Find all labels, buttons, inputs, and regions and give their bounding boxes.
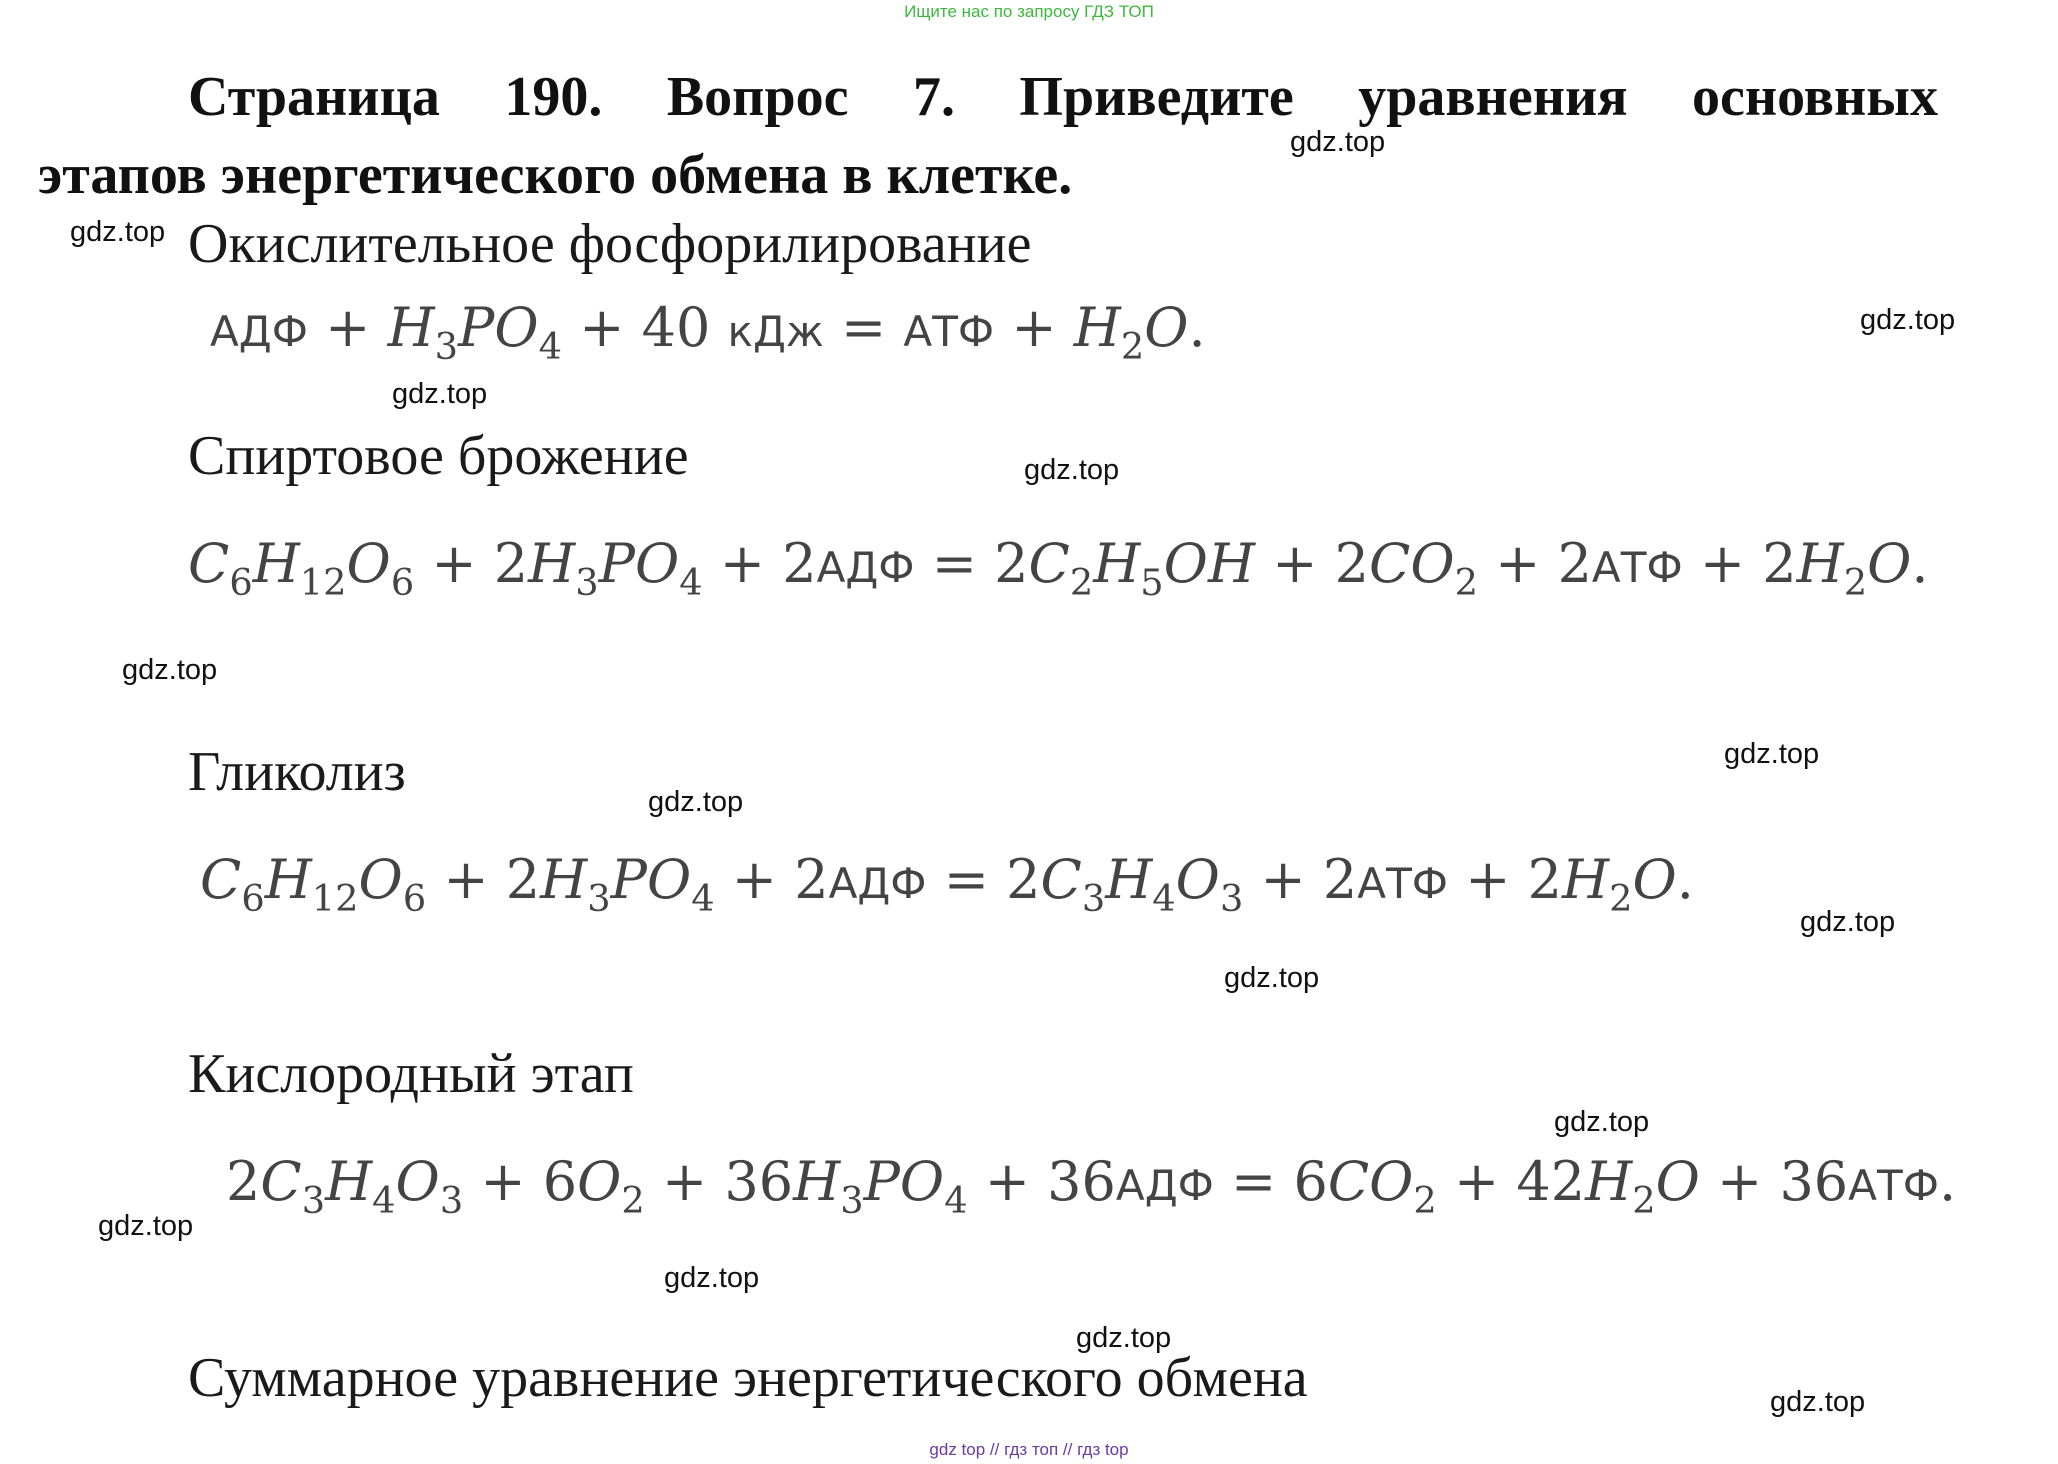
equation-oxygen-stage: $2C_3H_4O_3 + 6O_2 + 36H_3PO_4 + 36АДФ = 6CO_2 + 42H_2O + 36АТФ$.: [226, 1150, 1957, 1222]
watermark: gdz.top: [1800, 906, 1896, 938]
watermark: gdz.top: [1076, 1322, 1172, 1354]
watermark: gdz.top: [392, 378, 488, 410]
watermark: gdz.top: [1554, 1106, 1650, 1138]
equation-oxidative-phosphorylation: АДФ + $H_3PO_4 + 40$ кДж = АТФ + $H_2O$.: [210, 296, 1206, 368]
footer-links[interactable]: gdz top // гдз топ // гдз top: [929, 1440, 1129, 1459]
watermark: gdz.top: [98, 1210, 194, 1242]
top-banner[interactable]: Ищите нас по запросу ГДЗ ТОП: [904, 2, 1154, 21]
question-heading: [38, 58, 1938, 214]
watermark: gdz.top: [648, 786, 744, 818]
watermark: gdz.top: [70, 216, 166, 248]
watermark: gdz.top: [1770, 1386, 1866, 1418]
section-title-glycolysis: Гликолиз: [188, 741, 406, 803]
section-title-oxidative-phosphorylation: Окислительное фосфорилирование: [188, 213, 1032, 275]
section-title-oxygen-stage: Кислородный этап: [188, 1043, 634, 1105]
question-heading-line1: Страница 190. Вопрос 7. Приведите уравнения основных: [188, 66, 1938, 128]
section-title-summary-equation: Суммарное уравнение энергетического обмена: [188, 1347, 1308, 1409]
equation-alcoholic-fermentation: $C_6H_{12}O_6 + 2H_3PO_4 + 2АДФ = 2C_2H_5OH + 2CO_2 + 2АТФ + 2H_2O$.: [188, 532, 1929, 604]
section-title-alcoholic-fermentation: Спиртовое брожение: [188, 425, 689, 487]
watermark: gdz.top: [664, 1262, 760, 1294]
watermark: gdz.top: [122, 654, 218, 686]
watermark: gdz.top: [1860, 304, 1956, 336]
equation-glycolysis: $C_6H_{12}O_6 + 2H_3PO_4 + 2АДФ = 2C_3H_4O_3 + 2АТФ + 2H_2O$.: [200, 848, 1694, 920]
watermark: gdz.top: [1224, 962, 1320, 994]
watermark: gdz.top: [1724, 738, 1820, 770]
question-heading-line2: этапов энергетического обмена в клетке.: [38, 144, 1073, 206]
watermark: gdz.top: [1290, 126, 1386, 158]
watermark: gdz.top: [1024, 454, 1120, 486]
